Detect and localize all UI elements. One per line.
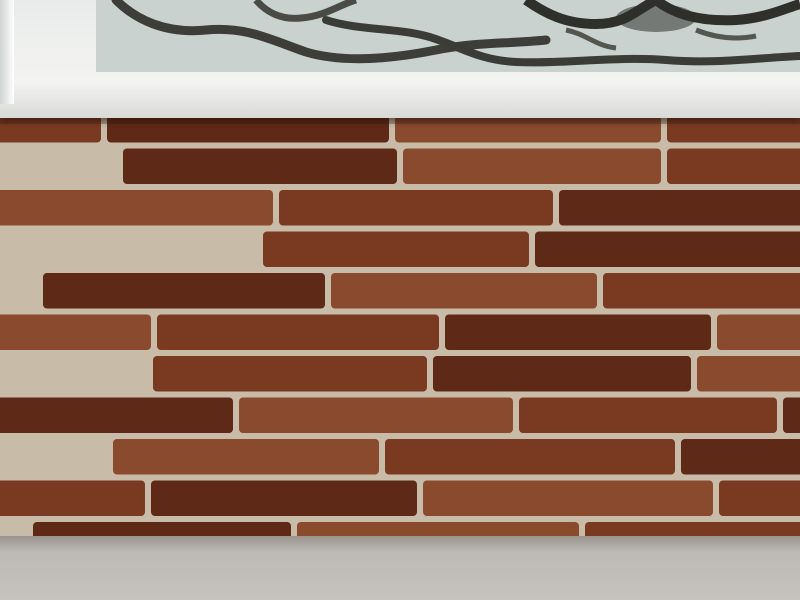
brick — [445, 315, 711, 351]
framed-artwork — [96, 0, 800, 72]
brick — [0, 398, 233, 434]
brick-wall-drawing — [0, 104, 800, 540]
brick — [113, 439, 379, 475]
brick — [423, 481, 713, 517]
brick — [681, 439, 800, 475]
brick — [123, 149, 397, 185]
brick — [697, 356, 800, 392]
brick — [263, 232, 529, 268]
brick — [239, 398, 513, 434]
floor — [0, 536, 800, 600]
brick — [0, 315, 151, 351]
brick — [0, 481, 145, 517]
brick — [559, 190, 800, 226]
brick — [783, 398, 800, 434]
brick — [331, 273, 597, 309]
frame-edge — [0, 0, 14, 104]
brick — [519, 398, 777, 434]
brick — [667, 149, 800, 185]
brick — [157, 315, 439, 351]
brick — [403, 149, 661, 185]
picture-frame — [0, 0, 800, 118]
brick — [717, 315, 800, 351]
brick — [385, 439, 675, 475]
brick — [153, 356, 427, 392]
brick — [151, 481, 417, 517]
artwork-drawing — [96, 0, 800, 72]
brick — [43, 273, 325, 309]
brick — [603, 273, 800, 309]
brick — [279, 190, 553, 226]
brick — [433, 356, 691, 392]
brick — [0, 190, 273, 226]
brick — [719, 481, 800, 517]
brick-wall — [0, 104, 800, 540]
brick — [535, 232, 800, 268]
artwork-shadow-blob — [616, 4, 696, 32]
